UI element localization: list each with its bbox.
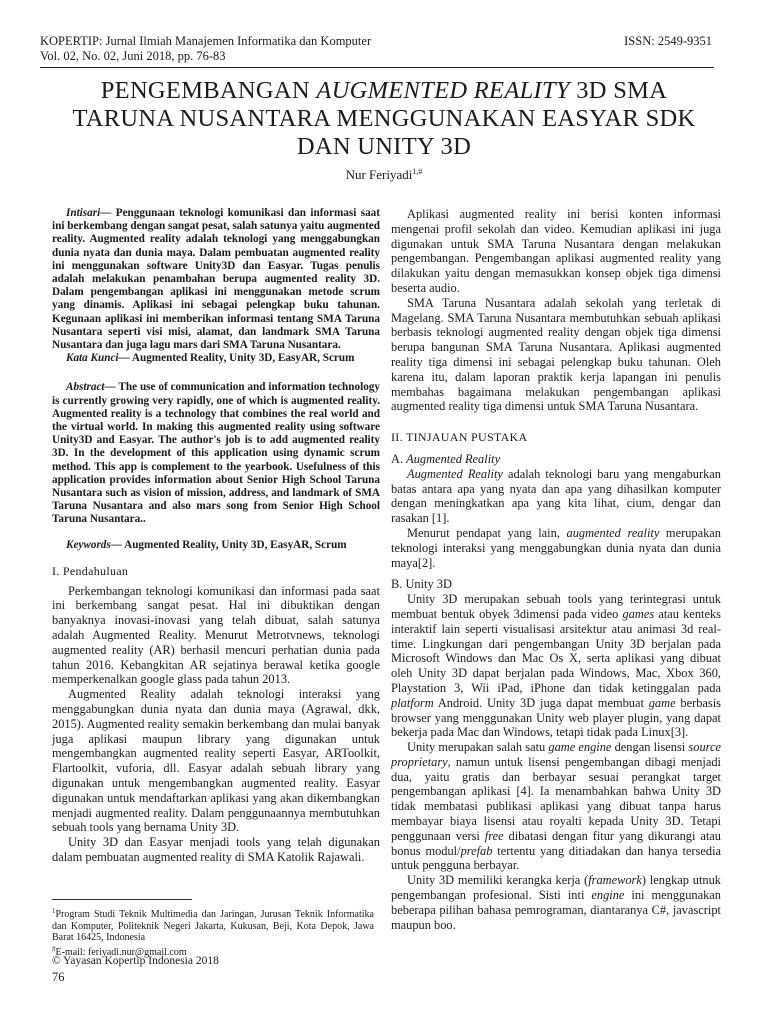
header-divider	[40, 67, 714, 68]
pb2-e: tertentu yang ditiadakan dan hanya tersedia untuk pengguna berbayar.	[391, 843, 722, 873]
journal-header	[40, 34, 520, 64]
subsection-a-paragraph-1	[391, 467, 721, 526]
pb3-b: ) lengkap utnuk pengembangan profesional. Sisti inti	[391, 873, 721, 903]
pb2-c: , namun untuk lisensi pengembangan dibagi menjadi dua, yaitu gratis dan berbayar sesuai perangkat target pengembangan aplikasi [4]. Ia menambahkan bahwa Unity 3D tidak membatasi publikasi aplikasi yang dibuat tanpa harus membayar biaya lisensi atau royalti kepada Unity 3D. Tetapi penggunaan versi	[391, 754, 721, 843]
section-2-title: II. TINJAUAN PUSTAKA	[391, 430, 528, 445]
abstract-text: The use of communication and information technology is currently growing very rapidly, one of which is augmented reality. Augmented reality is a technology that combines the real world and the virtual world. In making this augmented reality using software Unity3D and Easyar. The author's job is to add augmented reality 3D. In the development of this application using dynamic scrum method. This app is complement to the yearbook. Usefulness of this application provides information about Senior High School Taruna Nusantara such as vision of mission, address, and landmark of SMA Taruna Nusantara and also mars song from Senior High School Taruna Nusantara..	[52, 381, 380, 526]
right-paragraph-2: SMA Taruna Nusantara adalah sekolah yang terletak di Magelang. SMA Taruna Nusantara membutuhkan sebuah aplikasi berbasis teknologi augmented reality dengan objek tiga dimensi berupa bangunan SMA Taruna Nusantara. Aplikasi augmented reality tiga dimensi ini sebagai pelengkap buku tahunan. Oleh karena itu, dalam laporan praktik kerja lapangan ini penulis membahas bagaimana melakukan pengembangan aplikasi augmented reality tiga dimensi untuk SMA Taruna Nusantara.	[391, 295, 721, 414]
footnote-divider	[52, 899, 192, 900]
title-italic: AUGMENTED REALITY	[316, 77, 570, 104]
pb3-i2: engine	[591, 888, 625, 903]
pb2-i1: game engine	[548, 740, 612, 755]
pb2-a: Unity merupakan salah satu	[407, 740, 549, 755]
left-column	[52, 207, 380, 865]
title-part-2: 3D SMA TARUNA NUSANTARA MENGGUNAKAN EASYAR SDK DAN UNITY 3D	[72, 77, 696, 160]
intisari-text: Penggunaan teknologi komunikasi dan informasi saat ini berkembang dengan sangat pesat, salah satunya yaitu augmented reality. Augmented reality adalah teknologi yang menggabungkan dunia nyata dan dunia maya. Dalam pembuatan augmented reality ini menggunakan software Unity3D dan Easyar. Tugas penulis adalah melakukan penambahan berupa augmented reality 3D. Dalam pengembangan aplikasi ini menggunakan metode scrum yang dinamis. Aplikasi ini sebagai pelengkap buku tahunan. Kegunaan aplikasi ini memberikan informasi tentang SMA Taruna Nusantara seperti visi misi, alamat, dan landmark SMA Taruna Nusantara dan juga lagu mars dari SMA Taruna Nusantara.	[52, 207, 380, 352]
kata-kunci-text: Augmented Reality, Unity 3D, EasyAR, Scrum	[129, 352, 355, 365]
pb1-b: atau kenteks interaktif lain seperti visualisasi arsitektur atau animasi 3d real-time. Lingkungan dari pengembangan Unity 3D berjalan pada Microsoft Windows dan Mac Os X, serta aplikasi yang dibuat oleh Unity 3D dapat berjalan pada Windows, Mac, Xbox 360, Playstation 3, Wii iPad, iPhone dan tidak ketinggalan pada	[391, 606, 722, 695]
author	[0, 167, 768, 183]
journal-volume: Vol. 02, No. 02, Juni 2018, pp. 76-83	[40, 49, 226, 63]
title-part-1: PENGEMBANGAN	[100, 77, 317, 104]
abstract-lead: Abstract—	[66, 381, 116, 394]
section-1-title: I. Pendahuluan	[52, 563, 129, 578]
pb2-i4: prefab	[460, 843, 493, 858]
paper-title	[60, 77, 708, 161]
intisari	[52, 207, 380, 352]
section-1-paragraph-2: Augmented Reality adalah teknologi interaksi yang menggabungkan dunia nyata dan dunia maya (Agrawal, dkk, 2015). Augmented reality semakin berkembang dan mulai banyak juga aplikasi maupun library yang digunakan untuk mengembangkan augmented reality seperti Easyar, ARToolkit, Flartoolkit, vuforia, dll. Easyar adalah sebuah library yang digunakan untuk mengembangkan augmented reality. Easyar digunakan untuk mendaftarkan aplikasi yang akan dikembangkan menjadi augmented reality. Dalam penggunaannya membutuhkan sebuah tools yang bernama Unity 3D.	[52, 687, 380, 835]
copyright: © Yayasan Kopertip Indonesia 2018	[52, 955, 219, 967]
abstract	[52, 381, 380, 526]
pb2-i2: source proprietary	[391, 740, 721, 769]
pb1-i1: games	[622, 606, 655, 621]
pb2-d: dibatasi dengan fitur yang dikurangi atau bonus modul/	[391, 828, 721, 858]
author-name: Nur Feriyadi	[345, 167, 413, 182]
subsection-b-paragraph-2	[391, 740, 721, 873]
right-column	[391, 207, 721, 932]
subsection-a-name: Augmented Reality	[406, 451, 501, 466]
pa1-text: adalah teknologi baru yang mengaburkan batas antara apa yang nyata dan apa yang dihasilkan komputer dengan meningkatkan apa yang kita lihat, cium, dengar dan rasakan [1].	[391, 466, 721, 526]
kata-kunci-lead: Kata Kunci—	[66, 352, 130, 365]
pb3-c: ini menggunakan beberapa pilihan bahasa pemrograman, diantaranya C#, javascript maupun boo.	[391, 888, 721, 932]
page-number: 76	[52, 970, 65, 984]
footnote-affiliation	[52, 906, 374, 944]
keywords-lead: Keywords—	[66, 538, 122, 551]
pa1-italic: Augmented Reality	[407, 466, 503, 481]
section-1-paragraph-1: Perkembangan teknologi komunikasi dan informasi pada saat ini berkembang sangat pesat. Hal ini dibuktikan dengan banyaknya inovasi-inovasi yang telah dibuat, salah satunya adalah Augmented Reality. Menurut Metrotvnews, teknologi augmented reality (AR) berhasil mencuri perhatian dunia pada tahun 2016. Kebangkitan AR sejatinya berawal ketika google memperkenalkan google glass pada tahun 2013.	[52, 583, 380, 687]
footnote-affiliation-mark: 1	[52, 907, 56, 915]
footnote-affiliation-text: Program Studi Teknik Multimedia dan Jaringan, Jurusan Teknik Informatika dan Komputer, Politeknik Negeri Jakarta, Kukusan, Beji, Kota Depok, Jawa Barat 16425, Indonesia	[52, 909, 374, 944]
pa2-italic: augmented reality	[566, 525, 660, 540]
footnote	[52, 906, 374, 958]
pb1-i2: platform	[391, 695, 434, 710]
issn: ISSN: 2549-9351	[624, 34, 712, 48]
pb3-i1: framework	[588, 873, 642, 888]
subsection-b-paragraph-1	[391, 592, 721, 740]
subsection-a-label: A.	[391, 451, 407, 466]
subsection-a-paragraph-2	[391, 526, 721, 570]
footnote-email-mark: #	[52, 944, 56, 953]
pb1-d: berbasis browser yang menggunakan Unity web player plugin, yang dapat bekerja pada Mac dan Windows, tetapi tidak pada Linux[3].	[391, 695, 721, 740]
pa2-b: merupakan teknologi interaksi yang menggabungkan dunia nyata dan dunia maya[2].	[391, 525, 721, 570]
keywords	[52, 539, 380, 552]
author-superscript: 1,#	[412, 167, 423, 176]
subsection-b-paragraph-3	[391, 873, 721, 932]
pb2-b: dengan lisensi	[611, 740, 689, 755]
pb2-i3: free	[484, 828, 504, 843]
keywords-text: Augmented Reality, Unity 3D, EasyAR, Scrum	[121, 538, 347, 551]
subsection-a-title	[391, 452, 721, 467]
footnote-email-text: E-mail: feriyadi.nur@gmail.com	[55, 946, 187, 958]
pb3-a: Unity 3D memiliki kerangka kerja (	[407, 873, 589, 888]
pb1-a: Unity 3D merupakan sebuah tools yang terintegrasi untuk membuat bentuk obyek 3dimensi pada video	[391, 592, 721, 621]
subsection-b-title: B. Unity 3D	[391, 577, 452, 592]
pb1-c: Android. Unity 3D juga dapat membuat	[433, 695, 649, 710]
intisari-lead: Intisari—	[66, 207, 112, 219]
kata-kunci	[52, 352, 380, 365]
right-paragraph-1: Aplikasi augmented reality ini berisi konten informasi mengenai profil sekolah dan video. Kemudian aplikasi ini juga digunakan untuk SMA Taruna Nusantara dengan melakukan pengembangan. Pengembangan aplikasi augmented reality yang dilakukan yaitu dengan memasukkan konsep objek tiga dimensi beserta audio.	[391, 207, 721, 295]
pb1-i3: game	[648, 695, 676, 710]
pa2-a: Menurut pendapat yang lain,	[407, 525, 567, 540]
journal-name: KOPERTIP: Jurnal Ilmiah Manajemen Informatika dan Komputer	[40, 34, 372, 48]
section-1-paragraph-3: Unity 3D dan Easyar menjadi tools yang telah digunakan dalam pembuatan augmented reality di SMA Katolik Rajawali.	[52, 835, 380, 865]
